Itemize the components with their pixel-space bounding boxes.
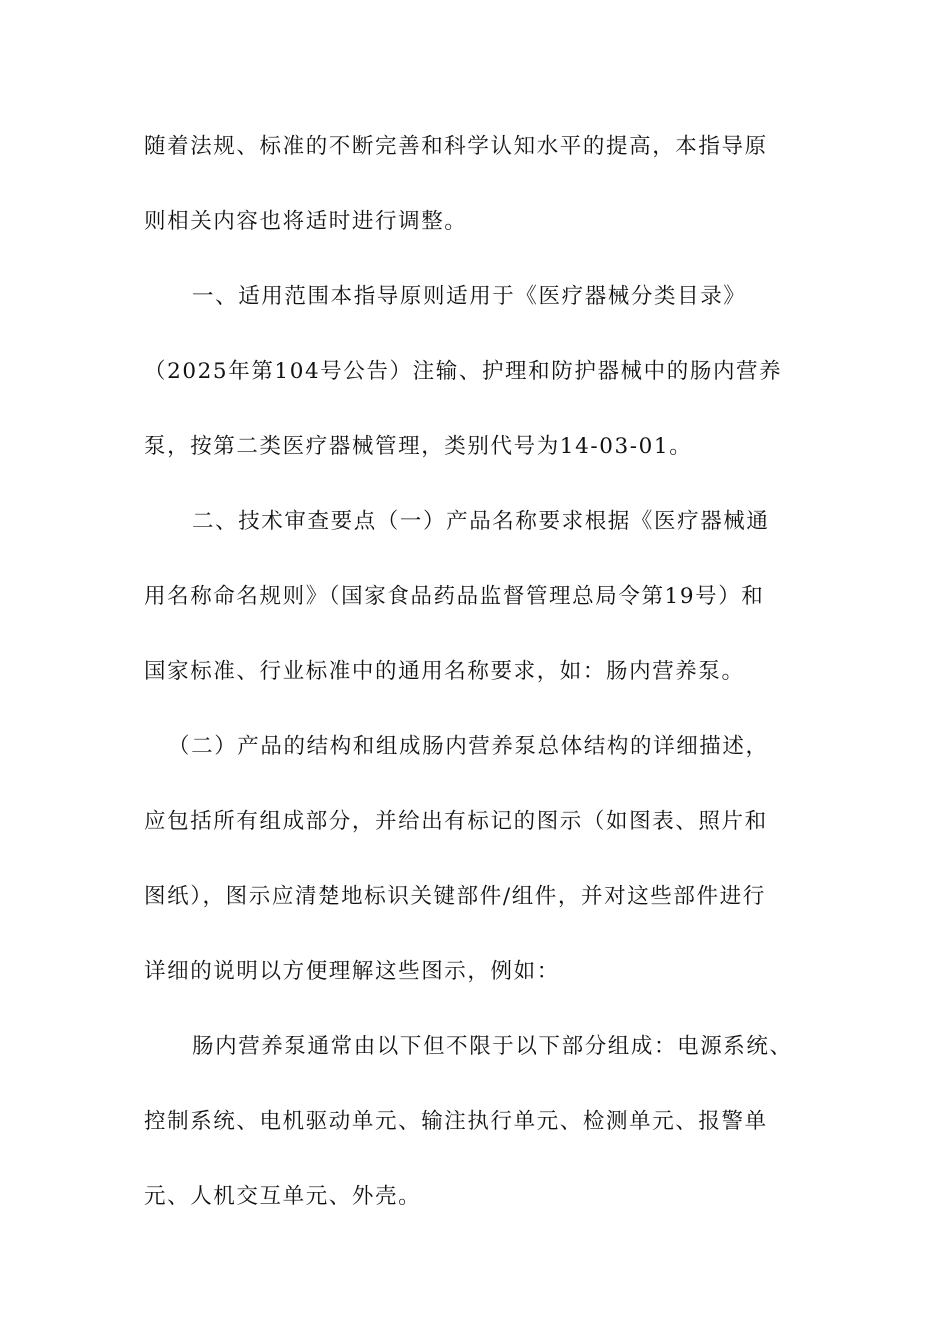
paragraph-line-14: 控制系统、电机驱动单元、输注执行单元、检测单元、报警单 [144, 1109, 768, 1134]
section-scope-heading-line: 一、适用范围本指导原则适用于《医疗器械分类目录》 [192, 284, 747, 309]
paragraph-line-4: （2025年第104号公告）注输、护理和防护器械中的肠内营养 [144, 359, 783, 384]
paragraph-line-1: 随着法规、标准的不断完善和科学认知水平的提高，本指导原 [144, 134, 768, 159]
paragraph-line-8: 国家标准、行业标准中的通用名称要求，如：肠内营养泵。 [144, 659, 745, 684]
paragraph-line-11: 图纸），图示应清楚地标识关键部件/组件，并对这些部件进行 [144, 884, 766, 909]
paragraph-line-7: 用名称命名规则》（国家食品药品监督管理总局令第19号）和 [144, 584, 765, 609]
paragraph-line-13: 肠内营养泵通常由以下但不限于以下部分组成：电源系统、 [192, 1034, 793, 1059]
section-structure-heading-line: （二）产品的结构和组成肠内营养泵总体结构的详细描述， [168, 734, 769, 759]
paragraph-line-15: 元、人机交互单元、外壳。 [144, 1184, 422, 1209]
paragraph-line-10: 应包括所有组成部分，并给出有标记的图示（如图表、照片和 [144, 809, 768, 834]
section-technical-review-heading-line: 二、技术审查要点（一）产品名称要求根据《医疗器械通 [192, 509, 770, 534]
paragraph-line-12: 详细的说明以方便理解这些图示，例如： [144, 959, 560, 984]
paragraph-line-2: 则相关内容也将适时进行调整。 [144, 209, 468, 234]
paragraph-line-5: 泵，按第二类医疗器械管理，类别代号为14-03-01。 [144, 434, 693, 459]
